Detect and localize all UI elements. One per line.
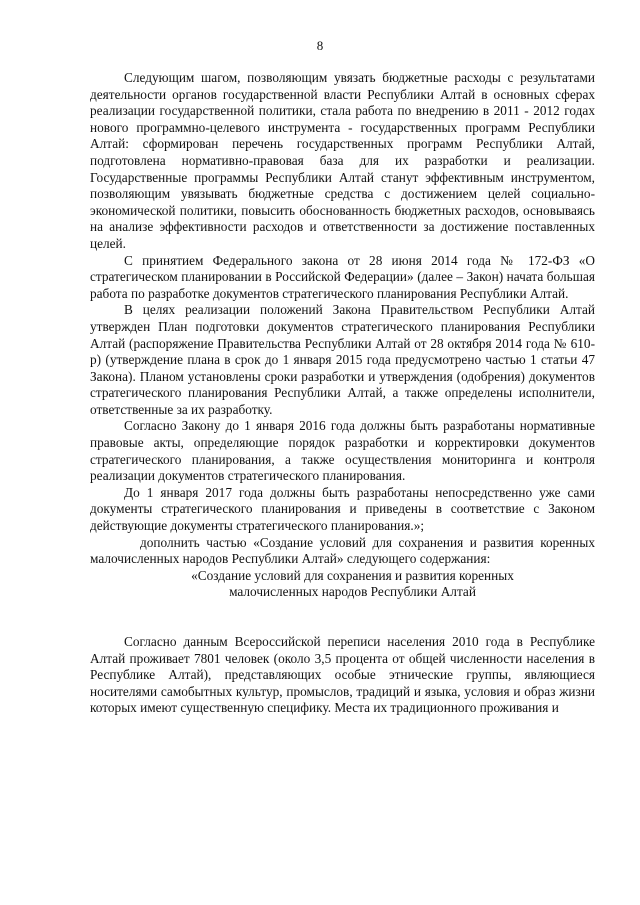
paragraph-amendment: дополнить частью «Создание условий для сохранения и развития коренных малочисленных народов Республики Алтай» следующего содержания: [90, 534, 595, 567]
paragraph-budget-programs: Следующим шагом, позволяющим увязать бюджетные расходы с результатами деятельности органов государственной власти Республики Алтай в основных сферах реализации государственной политики, стала работа по внедрению в 2011 - 2012 годах нового программно-целевого инструмента - государственных программ Республики Алтай: сформирован перечень государственных программ Республики Алтай, подготовлена нормативно-правовая база для их разработки и реализации. Государственные программы Республики Алтай станут эффективным инструментом, позволяющим увязывать бюджетные средства с достижением целей социально-экономической политики, повысить обоснованность бюджетных расходов, основываясь на анализе эффективности расходов и ответственности за достижение поставленных целей. [90, 70, 595, 251]
paragraph-preparation-plan: В целях реализации положений Закона Правительством Республики Алтай утвержден План подготовки документов стратегического планирования Республики Алтай (распоряжение Правительства Республики Алтай от 28 октября 2014 года № 610-р) (утверждение плана в срок до 1 января 2015 года предусмотрено частью 1 статьи 47 Закона). Планом установлены сроки разработки и утверждения (одобрения) документов стратегического планирования Республики Алтай, а также определены исполнители, ответственные за их разработку. [90, 302, 595, 417]
paragraph-census: Согласно данным Всероссийской переписи населения 2010 года в Республике Алтай проживает 7801 человек (около 3,5 процента от общей численности населения в Республике Алтай), представляющих особые этнические группы, являющиеся носителями самобытных культур, промыслов, традиций и языка, условия и образ жизни которых имеют существенную специфику. Места их традиционного проживания и [90, 634, 595, 716]
paragraph-deadline-2017: До 1 января 2017 года должны быть разработаны непосредственно уже сами документы стратегического планирования и приведены в соответствие с Законом действующие документы стратегического планирования.»; [90, 484, 595, 534]
section-heading: «Создание условий для сохранения и развития коренных малочисленных народов Республики Алтай [191, 567, 514, 600]
paragraph-federal-law: С принятием Федерального закона от 28 июня 2014 года № 172-ФЗ «О стратегическом планировании в Российской Федерации» (далее – Закон) начата большая работа по разработке документов стратегического планирования Республики Алтай. [90, 252, 595, 301]
paragraph-regulatory-acts: Согласно Закону до 1 января 2016 года должны быть разработаны нормативные правовые акты, определяющие порядок разработки и корректировки документов стратегического планирования, а также осуществления мониторинга и контроля реализации документов стратегического планирования. [90, 418, 595, 484]
section-spacer [90, 601, 595, 634]
page-number: 8 [316, 38, 324, 53]
document-body [90, 70, 595, 717]
